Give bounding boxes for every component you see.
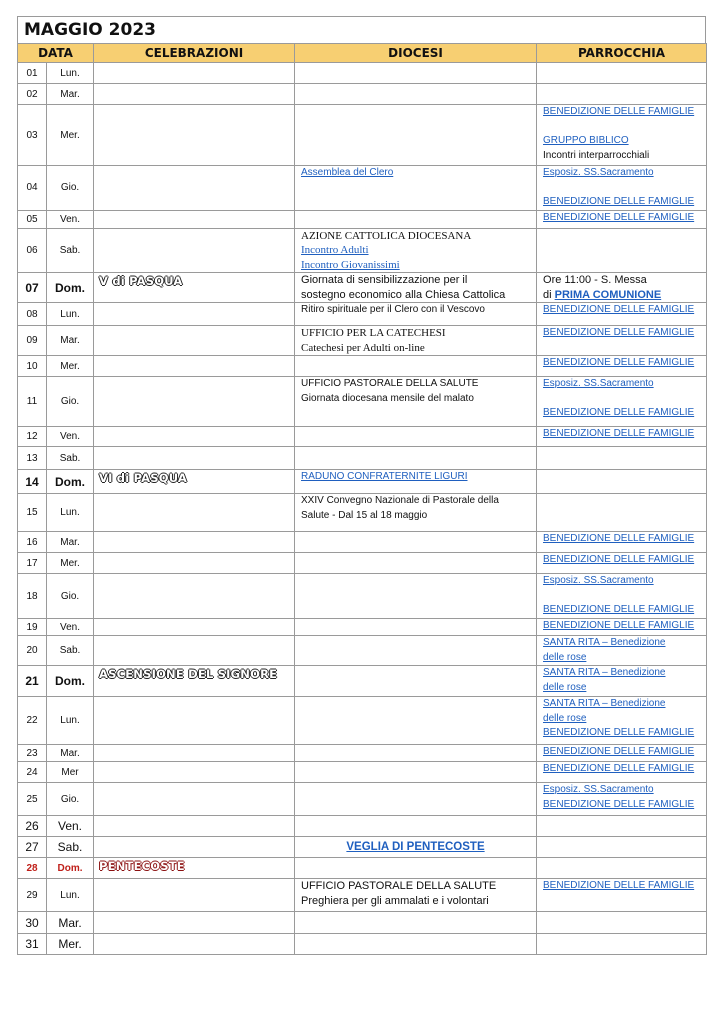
table-row <box>18 303 707 326</box>
parrocchia-cell <box>537 470 707 494</box>
table-row <box>18 105 707 166</box>
cell-line: Salute - Dal 15 al 18 maggio <box>301 509 428 521</box>
spacer <box>537 181 706 196</box>
parrocchia-cell <box>537 166 707 211</box>
celebrazioni-cell <box>94 783 295 816</box>
celebration-title: V di PASQUA <box>99 274 183 288</box>
event-link[interactable]: delle rose <box>543 712 587 724</box>
weekday: Ven. <box>47 816 94 837</box>
day-number: 05 <box>18 210 47 228</box>
diocesi-cell <box>295 377 537 427</box>
day-number: 01 <box>18 63 47 84</box>
diocesi-cell <box>295 532 537 553</box>
table-row <box>18 356 707 377</box>
celebrazioni-cell <box>94 912 295 934</box>
diocesi-cell <box>295 816 537 837</box>
parrocchia-cell <box>537 63 707 84</box>
cell-line: Catechesi per Adulti on-line <box>301 341 425 354</box>
day-number: 26 <box>18 816 47 837</box>
event-link[interactable]: SANTA RITA – Benedizione <box>543 698 666 709</box>
day-number: 24 <box>18 762 47 783</box>
day-number: 10 <box>18 356 47 377</box>
day-number: 13 <box>18 447 47 470</box>
weekday: Sab. <box>47 837 94 858</box>
diocesi-cell <box>295 63 537 84</box>
diocesi-cell <box>295 666 537 697</box>
weekday: Sab. <box>47 636 94 666</box>
weekday: Mar. <box>47 532 94 553</box>
parrocchia-cell <box>537 783 707 816</box>
cell-line: Giornata diocesana mensile del malato <box>301 392 474 404</box>
day-number: 16 <box>18 532 47 553</box>
diocesi-cell <box>295 166 537 211</box>
event-link[interactable]: VEGLIA DI PENTECOSTE <box>346 841 485 853</box>
parrocchia-cell <box>537 303 707 326</box>
table-row <box>18 697 707 745</box>
header-diocesi: DIOCESI <box>295 44 537 63</box>
table-row <box>18 553 707 574</box>
parrocchia-cell <box>537 494 707 532</box>
day-number: 14 <box>18 470 47 494</box>
day-number: 22 <box>18 697 47 745</box>
diocesi-cell <box>295 858 537 879</box>
weekday: Gio. <box>47 166 94 211</box>
parrocchia-cell <box>537 745 707 762</box>
parrocchia-cell <box>537 105 707 166</box>
celebrazioni-cell <box>94 858 295 879</box>
day-number: 19 <box>18 619 47 636</box>
cell-line: UFFICIO PASTORALE DELLA SALUTE <box>301 880 497 892</box>
celebrazioni-cell <box>94 166 295 211</box>
celebrazioni-cell <box>94 745 295 762</box>
event-link[interactable]: BENEDIZIONE DELLE FAMIGLIE <box>543 428 695 439</box>
parrocchia-cell <box>537 816 707 837</box>
day-number: 30 <box>18 912 47 934</box>
diocesi-cell <box>295 619 537 636</box>
weekday: Lun. <box>47 697 94 745</box>
celebrazioni-cell <box>94 762 295 783</box>
weekday: Lun. <box>47 63 94 84</box>
weekday: Dom. <box>47 273 94 303</box>
event-link[interactable]: Esposiz. SS.Sacramento <box>543 784 654 795</box>
celebrazioni-cell <box>94 447 295 470</box>
diocesi-cell <box>295 494 537 532</box>
day-number: 23 <box>18 745 47 762</box>
event-link[interactable]: BENEDIZIONE DELLE FAMIGLIE <box>543 604 695 615</box>
diocesi-cell <box>295 745 537 762</box>
celebrazioni-cell <box>94 636 295 666</box>
celebrazioni-cell <box>94 84 295 105</box>
day-number: 31 <box>18 934 47 955</box>
table-row <box>18 532 707 553</box>
celebrazioni-cell <box>94 356 295 377</box>
cell-line: XXIV Convegno Nazionale di Pastorale della <box>301 495 499 506</box>
celebrazioni-cell <box>94 666 295 697</box>
parrocchia-cell <box>537 377 707 427</box>
table-row <box>18 837 707 858</box>
weekday: Mer. <box>47 105 94 166</box>
event-link[interactable]: SANTA RITA – Benedizione <box>543 637 666 648</box>
weekday: Mar. <box>47 84 94 105</box>
diocesi-cell <box>295 783 537 816</box>
diocesi-cell <box>295 697 537 745</box>
diocesi-cell <box>295 210 537 228</box>
cell-line: di PRIMA COMUNIONE <box>543 288 662 301</box>
diocesi-cell <box>295 934 537 955</box>
day-number: 15 <box>18 494 47 532</box>
cell-line: AZIONE CATTOLICA DIOCESANA <box>301 229 472 242</box>
day-number: 25 <box>18 783 47 816</box>
weekday: Mar. <box>47 912 94 934</box>
celebrazioni-cell <box>94 377 295 427</box>
event-link[interactable]: BENEDIZIONE DELLE FAMIGLIE <box>543 304 695 315</box>
diocesi-cell <box>295 273 537 303</box>
table-row <box>18 666 707 697</box>
day-number: 12 <box>18 427 47 447</box>
header-celebrazioni: CELEBRAZIONI <box>94 44 295 63</box>
table-row <box>18 783 707 816</box>
parrocchia-cell <box>537 762 707 783</box>
event-link[interactable]: BENEDIZIONE DELLE FAMIGLIE <box>543 327 695 338</box>
celebrazioni-cell <box>94 105 295 166</box>
day-number: 03 <box>18 105 47 166</box>
event-link[interactable]: PRIMA COMUNIONE <box>554 288 662 301</box>
day-number: 21 <box>18 666 47 697</box>
weekday: Gio. <box>47 377 94 427</box>
header-parrocchia: PARROCCHIA <box>537 44 707 63</box>
event-link[interactable]: Assemblea del Clero <box>301 167 394 178</box>
parrocchia-cell <box>537 228 707 273</box>
weekday: Mer. <box>47 934 94 955</box>
celebrazioni-cell <box>94 879 295 912</box>
parrocchia-cell <box>537 574 707 619</box>
celebrazioni-cell <box>94 574 295 619</box>
table-row <box>18 858 707 879</box>
weekday: Lun. <box>47 303 94 326</box>
day-number: 18 <box>18 574 47 619</box>
diocesi-cell <box>295 636 537 666</box>
celebrazioni-cell <box>94 228 295 273</box>
diocesi-cell <box>295 105 537 166</box>
celebrazioni-cell <box>94 470 295 494</box>
parrocchia-cell <box>537 326 707 356</box>
diocesi-cell <box>295 912 537 934</box>
table-row <box>18 619 707 636</box>
cell-line: Preghiera per gli ammalati e i volontari <box>301 894 489 907</box>
header-row <box>18 44 707 63</box>
table-row <box>18 166 707 211</box>
diocesi-cell <box>295 326 537 356</box>
event-link[interactable]: BENEDIZIONE DELLE FAMIGLIE <box>543 763 695 774</box>
diocesi-cell <box>295 303 537 326</box>
event-link[interactable]: BENEDIZIONE DELLE FAMIGLIE <box>543 106 695 117</box>
day-number: 28 <box>18 858 47 879</box>
event-link[interactable]: BENEDIZIONE DELLE FAMIGLIE <box>543 196 695 207</box>
table-row <box>18 762 707 783</box>
diocesi-cell <box>295 553 537 574</box>
day-number: 09 <box>18 326 47 356</box>
cell-line: Incontri interparrocchiali <box>543 149 650 161</box>
event-link[interactable]: RADUNO CONFRATERNITE LIGURI <box>301 471 468 482</box>
parrocchia-cell <box>537 553 707 574</box>
event-link[interactable]: Esposiz. SS.Sacramento <box>543 575 654 586</box>
header-data: DATA <box>18 44 94 63</box>
weekday: Ven. <box>47 619 94 636</box>
weekday: Sab. <box>47 228 94 273</box>
celebrazioni-cell <box>94 427 295 447</box>
parrocchia-cell <box>537 84 707 105</box>
day-number: 04 <box>18 166 47 211</box>
table-row <box>18 427 707 447</box>
celebrazioni-cell <box>94 837 295 858</box>
day-number: 07 <box>18 273 47 303</box>
table-row <box>18 210 707 228</box>
event-link[interactable]: Incontro Giovanissimi <box>301 258 400 271</box>
weekday: Ven. <box>47 210 94 228</box>
parrocchia-cell <box>537 427 707 447</box>
event-link[interactable]: BENEDIZIONE DELLE FAMIGLIE <box>543 357 695 368</box>
diocesi-cell <box>295 574 537 619</box>
table-row <box>18 745 707 762</box>
calendar-sheet <box>17 16 706 955</box>
diocesi-cell <box>295 228 537 273</box>
weekday: Sab. <box>47 447 94 470</box>
cell-line: sostegno economico alla Chiesa Cattolica <box>301 288 506 301</box>
table-row <box>18 494 707 532</box>
diocesi-cell <box>295 427 537 447</box>
celebrazioni-cell <box>94 619 295 636</box>
weekday: Dom. <box>47 470 94 494</box>
event-link[interactable]: Esposiz. SS.Sacramento <box>543 167 654 178</box>
table-row <box>18 273 707 303</box>
cell-line: Giornata di sensibilizzazione per il <box>301 274 468 286</box>
weekday: Mer <box>47 762 94 783</box>
celebrazioni-cell <box>94 816 295 837</box>
day-number: 08 <box>18 303 47 326</box>
celebration-title: PENTECOSTE <box>99 859 185 873</box>
event-link[interactable]: BENEDIZIONE DELLE FAMIGLIE <box>543 620 695 631</box>
table-row <box>18 326 707 356</box>
event-link[interactable]: BENEDIZIONE DELLE FAMIGLIE <box>543 554 695 565</box>
table-row <box>18 636 707 666</box>
table-row <box>18 574 707 619</box>
weekday: Lun. <box>47 494 94 532</box>
parrocchia-cell <box>537 697 707 745</box>
calendar-table <box>17 43 707 955</box>
celebrazioni-cell <box>94 697 295 745</box>
celebrazioni-cell <box>94 532 295 553</box>
parrocchia-cell <box>537 532 707 553</box>
event-link[interactable]: BENEDIZIONE DELLE FAMIGLIE <box>543 407 695 418</box>
diocesi-cell <box>295 84 537 105</box>
table-row <box>18 228 707 273</box>
event-link[interactable]: Incontro Adulti <box>301 244 369 256</box>
celebrazioni-cell <box>94 934 295 955</box>
day-number: 27 <box>18 837 47 858</box>
weekday: Gio. <box>47 574 94 619</box>
celebrazioni-cell <box>94 210 295 228</box>
table-row <box>18 63 707 84</box>
event-link[interactable]: BENEDIZIONE DELLE FAMIGLIE <box>543 533 695 544</box>
event-link[interactable]: delle rose <box>543 651 587 663</box>
celebrazioni-cell <box>94 553 295 574</box>
table-row <box>18 816 707 837</box>
day-number: 29 <box>18 879 47 912</box>
table-row <box>18 934 707 955</box>
weekday: Mar. <box>47 326 94 356</box>
day-number: 06 <box>18 228 47 273</box>
parrocchia-cell <box>537 356 707 377</box>
parrocchia-cell <box>537 912 707 934</box>
celebrazioni-cell <box>94 63 295 84</box>
weekday: Ven. <box>47 427 94 447</box>
diocesi-cell <box>295 762 537 783</box>
diocesi-cell <box>295 879 537 912</box>
diocesi-cell <box>295 447 537 470</box>
parrocchia-cell <box>537 934 707 955</box>
cell-line: Ritiro spirituale per il Clero con il Vescovo <box>301 304 485 315</box>
parrocchia-cell <box>537 858 707 879</box>
event-link[interactable]: BENEDIZIONE DELLE FAMIGLIE <box>543 211 695 223</box>
table-row <box>18 879 707 912</box>
parrocchia-cell <box>537 879 707 912</box>
table-row <box>18 470 707 494</box>
celebration-title: ASCENSIONE DEL SIGNORE <box>99 667 278 681</box>
parrocchia-cell <box>537 837 707 858</box>
event-link[interactable]: BENEDIZIONE DELLE FAMIGLIE <box>543 880 695 891</box>
weekday: Lun. <box>47 879 94 912</box>
table-row <box>18 912 707 934</box>
event-link[interactable]: BENEDIZIONE DELLE FAMIGLIE <box>543 798 695 810</box>
weekday: Gio. <box>47 783 94 816</box>
day-number: 02 <box>18 84 47 105</box>
parrocchia-cell <box>537 666 707 697</box>
cell-line: UFFICIO PASTORALE DELLA SALUTE <box>301 378 479 389</box>
diocesi-cell <box>295 837 537 858</box>
event-link[interactable]: BENEDIZIONE DELLE FAMIGLIE <box>543 746 695 757</box>
celebration-title: VI di PASQUA <box>99 471 187 485</box>
page-title: MAGGIO 2023 <box>17 16 706 43</box>
weekday: Dom. <box>47 666 94 697</box>
weekday: Dom. <box>47 858 94 879</box>
parrocchia-cell <box>537 636 707 666</box>
event-link[interactable]: delle rose <box>543 681 587 693</box>
event-link[interactable]: GRUPPO BIBLICO <box>543 135 629 146</box>
spacer <box>537 589 706 604</box>
diocesi-cell <box>295 470 537 494</box>
event-link[interactable]: Esposiz. SS.Sacramento <box>543 378 654 389</box>
day-number: 20 <box>18 636 47 666</box>
table-row <box>18 377 707 427</box>
day-number: 17 <box>18 553 47 574</box>
event-link[interactable]: SANTA RITA – Benedizione <box>543 667 666 678</box>
table-row <box>18 84 707 105</box>
day-number: 11 <box>18 377 47 427</box>
celebrazioni-cell <box>94 494 295 532</box>
table-row <box>18 447 707 470</box>
event-link[interactable]: BENEDIZIONE DELLE FAMIGLIE <box>543 727 695 738</box>
parrocchia-cell <box>537 210 707 228</box>
parrocchia-cell <box>537 273 707 303</box>
weekday: Mer. <box>47 356 94 377</box>
spacer <box>537 120 706 135</box>
parrocchia-cell <box>537 619 707 636</box>
diocesi-cell <box>295 356 537 377</box>
celebrazioni-cell <box>94 326 295 356</box>
spacer <box>537 392 706 407</box>
celebrazioni-cell <box>94 303 295 326</box>
weekday: Mer. <box>47 553 94 574</box>
cell-line: Ore 11:00 - S. Messa <box>543 274 647 286</box>
celebrazioni-cell <box>94 273 295 303</box>
cell-line: UFFICIO PER LA CATECHESI <box>301 327 446 339</box>
parrocchia-cell <box>537 447 707 470</box>
weekday: Mar. <box>47 745 94 762</box>
